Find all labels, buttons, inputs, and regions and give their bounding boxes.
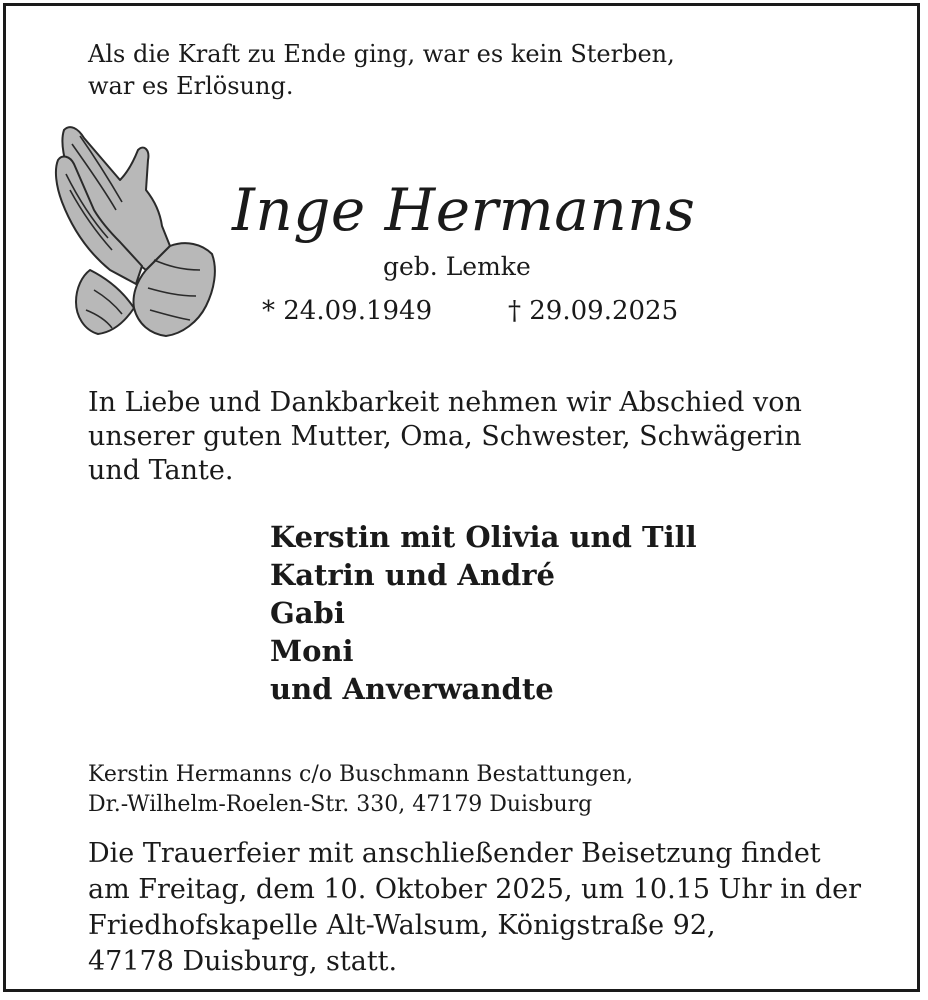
motto — [88, 38, 675, 102]
farewell-text — [88, 386, 802, 488]
mourner-name: und Anverwandte — [270, 672, 554, 706]
farewell-line: unserer guten Mutter, Oma, Schwester, Schwägerin — [88, 421, 802, 452]
service-line: 47178 Duisburg, statt. — [88, 946, 398, 977]
mourner-name: Gabi — [270, 596, 345, 630]
funeral-service-info — [88, 836, 861, 980]
mourners-list — [270, 518, 697, 708]
mourner-name: Kerstin mit Olivia und Till — [270, 520, 697, 554]
birth-date: * 24.09.1949 — [262, 296, 433, 326]
service-line: am Freitag, dem 10. Oktober 2025, um 10.15 Uhr in der — [88, 874, 861, 905]
contact-address — [88, 760, 633, 820]
farewell-line: In Liebe und Dankbarkeit nehmen wir Abschied von — [88, 387, 802, 418]
motto-line: Als die Kraft zu Ende ging, war es kein Sterben, — [88, 40, 675, 68]
praying-hands-icon — [50, 120, 220, 340]
mourner-name: Moni — [270, 634, 354, 668]
mourner-name: Katrin und André — [270, 558, 556, 592]
maiden-name: geb. Lemke — [383, 252, 531, 281]
death-date: † 29.09.2025 — [508, 296, 679, 326]
service-line: Friedhofskapelle Alt-Walsum, Königstraße 92, — [88, 910, 716, 941]
farewell-line: und Tante. — [88, 455, 234, 486]
service-line: Die Trauerfeier mit anschließender Beisetzung findet — [88, 838, 821, 869]
deceased-name: Inge Hermanns — [232, 176, 696, 244]
address-line: Kerstin Hermanns c/o Buschmann Bestattungen, — [88, 762, 634, 787]
address-line: Dr.-Wilhelm-Roelen-Str. 330, 47179 Duisburg — [88, 792, 593, 817]
motto-line: war es Erlösung. — [88, 72, 294, 100]
